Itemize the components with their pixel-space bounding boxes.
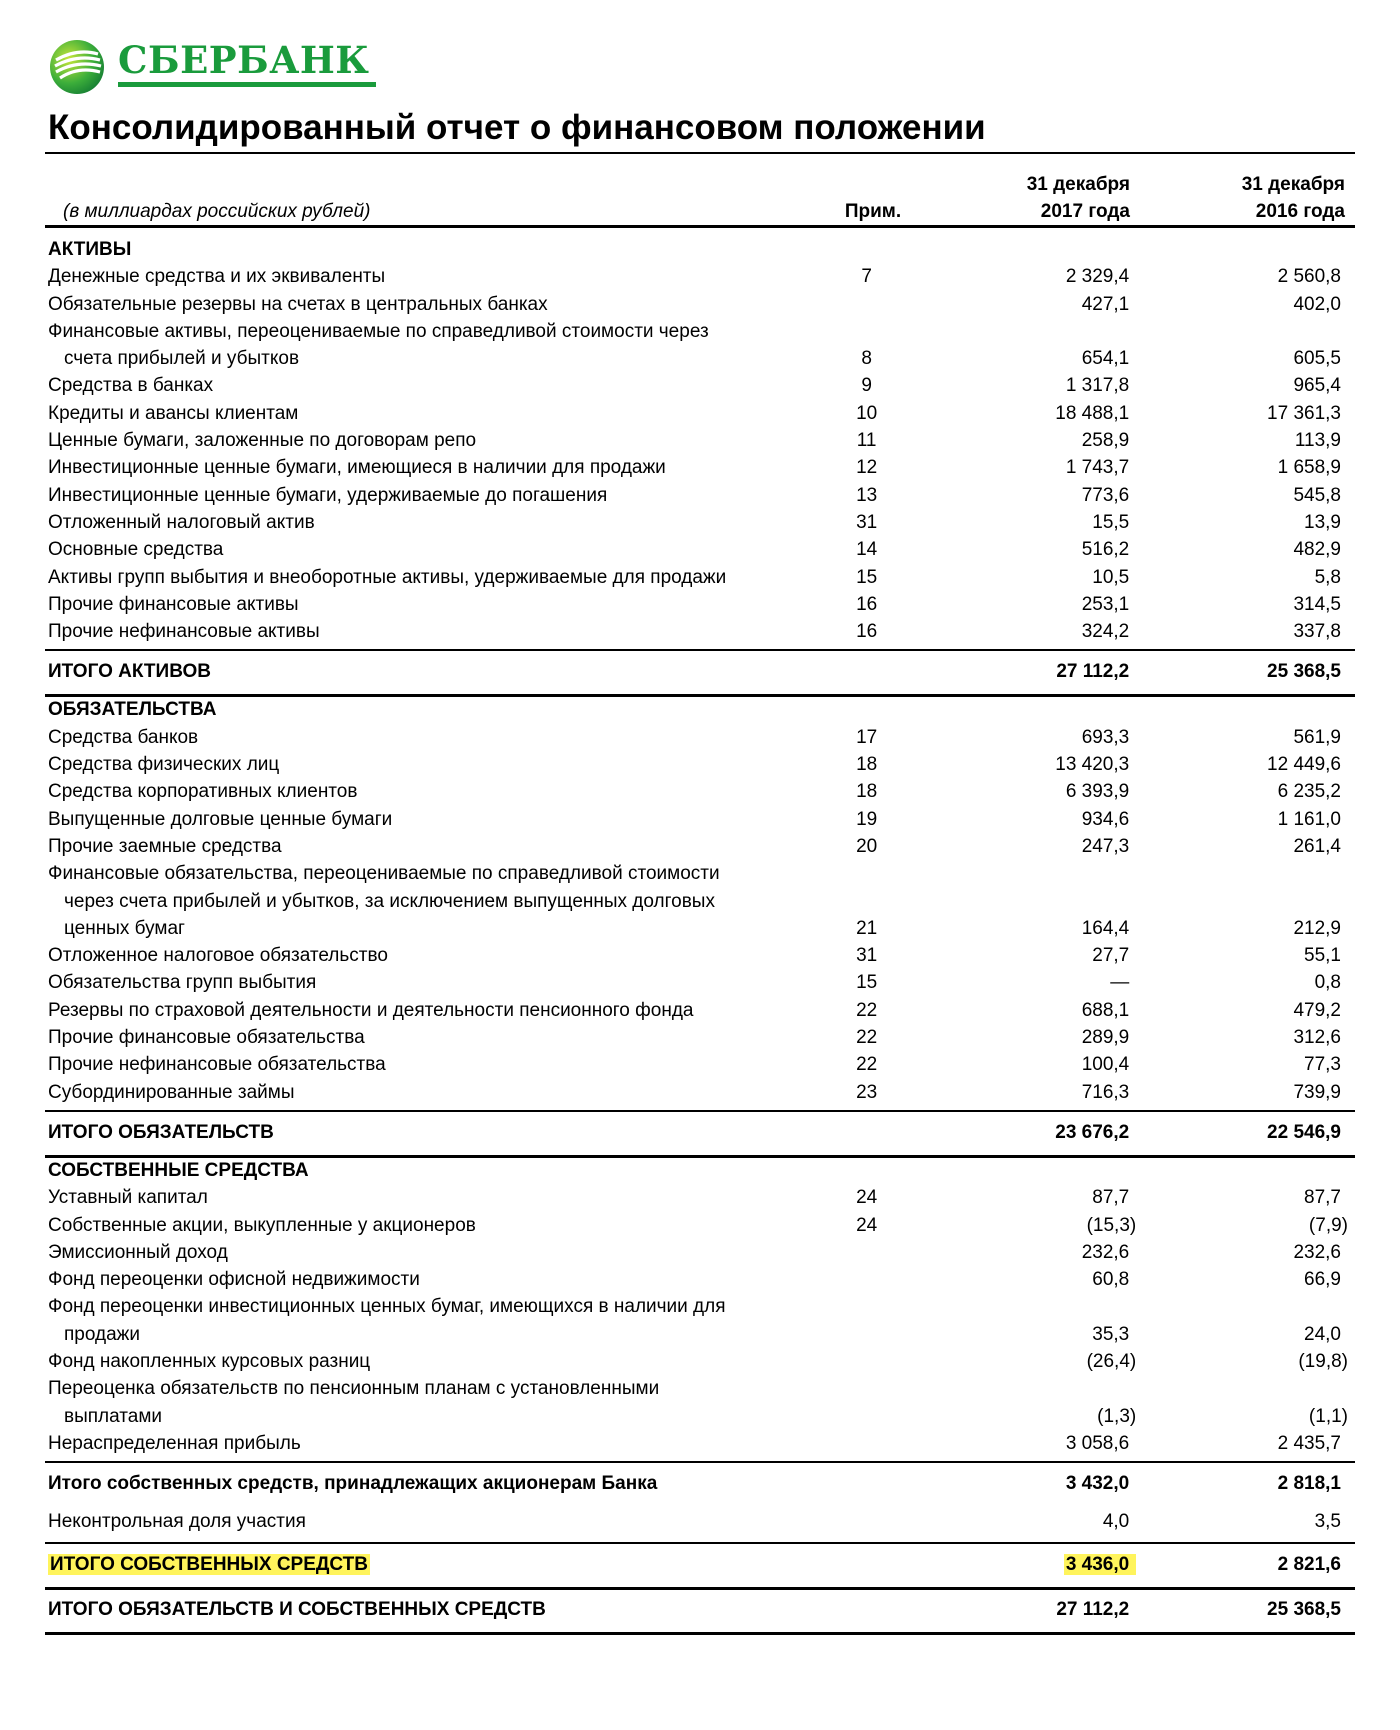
asset-row: Отложенный налоговый актив 31 15,5 13,9 [48,511,1341,533]
asset-row: Инвестиционные ценные бумаги, удерживаемые до погашения 13 773,6 545,8 [48,484,1341,506]
rule-above-total-assets [45,649,1355,651]
note-column-header: Прим. [844,201,902,222]
asset-row: Обязательные резервы на счетах в центральных банках 427,1 402,0 [48,293,1341,315]
asset-row: Кредиты и авансы клиентам 10 18 488,1 17 361,3 [48,402,1341,424]
total-equity-2017-highlight: 3 436,0 [1064,1554,1136,1575]
equity-row: Эмиссионный доход 232,6 232,6 [48,1241,1341,1263]
asset-row: Основные средства 14 516,2 482,9 [48,539,1341,561]
section-heading-assets: АКТИВЫ [48,239,132,260]
liability-row: Выпущенные долговые ценные бумаги 19 934,6 1 161,0 [48,808,1341,830]
equity-row: выплатами (1,3) (1,1) [64,1405,1348,1427]
shareholders-equity-row: Итого собственных средств, принадлежащих акционерам Банка 3 432,0 2 818,1 [48,1473,1341,1495]
asset-row: Активы групп выбытия и внеоборотные активы, удерживаемые для продажи 15 10,5 5,8 [48,566,1341,588]
liability-row: Прочие нефинансовые обязательства 22 100,4 77,3 [48,1054,1341,1076]
non-controlling-interest-row: Неконтрольная доля участия 4,0 3,5 [48,1510,1341,1532]
units-label: (в миллиардах российских рублей) [63,201,371,222]
liability-row: Отложенное налоговое обязательство 31 27,7 55,1 [48,945,1341,967]
sberbank-logo [48,34,368,94]
page-title: Консолидированный отчет о финансовом положении [48,108,986,147]
rule-below-total-liabilities [45,1155,1355,1158]
brand-name: СБЕРБАНК [118,38,370,82]
liability-row: Средства банков 17 693,3 561,9 [48,726,1341,748]
grand-total-row: ИТОГО ОБЯЗАТЕЛЬСТВ И СОБСТВЕННЫХ СРЕДСТВ 27 112,2 25 368,5 [48,1599,1341,1621]
brand-underline [118,82,376,87]
total-assets-row: ИТОГО АКТИВОВ 27 112,2 25 368,5 [48,661,1341,683]
rule-above-grand-total [45,1587,1355,1590]
liability-row: Резервы по страховой деятельности и деятельности пенсионного фонда 22 688,1 479,2 [48,999,1341,1021]
asset-row: Прочие нефинансовые активы 16 324,2 337,8 [48,621,1341,643]
asset-row: Денежные средства и их эквиваленты 7 2 329,4 2 560,8 [48,266,1341,288]
section-heading-equity: СОБСТВЕННЫЕ СРЕДСТВА [48,1159,309,1181]
liability-row-continuation: Финансовые обязательства, переоцениваемые по справедливой стоимости [48,863,720,885]
equity-row: Нераспределенная прибыль 3 058,6 2 435,7 [48,1432,1341,1454]
balance-sheet-table [48,236,1348,1632]
total-equity-highlight: ИТОГО СОБСТВЕННЫХ СРЕДСТВ [50,1554,368,1576]
liability-row: Прочие заемные средства 20 247,3 261,4 [48,835,1341,857]
column-header-2016: 31 декабря 2016 года [1241,174,1345,222]
asset-row: Инвестиционные ценные бумаги, имеющиеся в наличии для продажи 12 1 743,7 1 658,9 [48,457,1341,479]
equity-row: Уставный капитал 24 87,7 87,7 [48,1187,1341,1209]
asset-row: Ценные бумаги, заложенные по договорам репо 11 258,9 113,9 [48,430,1341,452]
column-header-2017: 31 декабря 2017 года [1026,174,1130,222]
rule-above-total-liabilities [45,1110,1355,1112]
total-liabilities-row: ИТОГО ОБЯЗАТЕЛЬСТВ 23 676,2 22 546,9 [48,1121,1341,1143]
equity-row: Собственные акции, выкупленные у акционеров 24 (15,3) (7,9) [48,1214,1348,1236]
asset-row-continuation: Финансовые активы, переоцениваемые по справедливой стоимости через [48,320,709,342]
liability-row: Средства корпоративных клиентов 18 6 393,9 6 235,2 [48,781,1341,803]
rule-above-total-equity [45,1542,1355,1544]
liability-row: Средства физических лиц 18 13 420,3 12 449,6 [48,754,1341,776]
rule-above-shareholders-equity [45,1461,1355,1463]
liability-row: ценных бумаг 21 164,4 212,9 [64,917,1341,939]
equity-row: продажи 35,3 24,0 [64,1323,1341,1345]
asset-row: Средства в банках 9 1 317,8 965,4 [48,375,1341,397]
title-divider [45,152,1355,154]
total-equity-row: ИТОГО СОБСТВЕННЫХ СРЕДСТВ 3 436,0 2 821,6 [50,1554,1341,1576]
equity-row: Фонд переоценки офисной недвижимости 60,8 66,9 [48,1269,1341,1291]
liability-row: Прочие финансовые обязательства 22 289,9 312,6 [48,1027,1341,1049]
equity-row-continuation: Переоценка обязательств по пенсионным планам с установленными [48,1378,660,1400]
equity-row-continuation: Фонд переоценки инвестиционных ценных бумаг, имеющихся в наличии для [48,1296,726,1318]
asset-row: Прочие финансовые активы 16 253,1 314,5 [48,593,1341,615]
rule-below-grand-total [45,1632,1355,1635]
liability-row: Субординированные займы 23 716,3 739,9 [48,1081,1341,1103]
section-heading-liabilities: ОБЯЗАТЕЛЬСТВА [48,699,217,721]
sberbank-logo-icon [48,38,106,96]
liability-row: Обязательства групп выбытия 15 — 0,8 [48,972,1341,994]
equity-row: Фонд накопленных курсовых разниц (26,4) (19,8) [48,1350,1348,1372]
rule-below-total-assets [45,694,1355,697]
asset-row: счета прибылей и убытков 8 654,1 605,5 [64,348,1341,370]
liability-row-continuation: через счета прибылей и убытков, за исключением выпущенных долговых [64,890,715,912]
header-divider [45,225,1355,228]
